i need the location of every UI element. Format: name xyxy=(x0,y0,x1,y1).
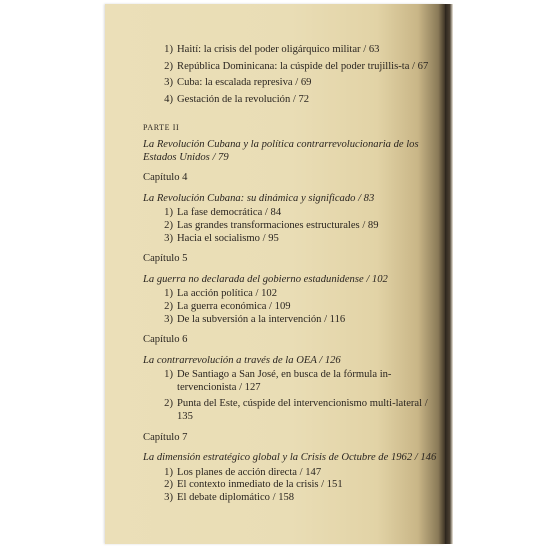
toc-item xyxy=(143,467,443,480)
toc-item xyxy=(143,288,443,301)
item-number: 3) xyxy=(164,492,173,504)
chapter-label: Capítulo 5 xyxy=(143,253,188,265)
chapter-title: La dimensión estratégico global y la Crisis de Octubre de 1962 / 146 xyxy=(143,452,437,464)
item-number: 2) xyxy=(164,300,173,312)
toc-item xyxy=(143,398,443,423)
chapter-label: Capítulo 4 xyxy=(143,172,188,184)
book-gutter xyxy=(445,4,453,544)
toc-item xyxy=(143,220,443,233)
item-text: Hacia el socialismo / 95 xyxy=(177,232,279,244)
toc-item xyxy=(143,233,443,246)
item-text: El debate diplomático / 158 xyxy=(177,492,295,504)
toc-item xyxy=(143,301,443,314)
chapter-label: Capítulo 6 xyxy=(143,334,188,346)
toc-item xyxy=(143,77,443,90)
toc-item xyxy=(143,61,443,74)
item-text: La acción política / 102 xyxy=(177,288,278,300)
item-number: 2) xyxy=(164,479,173,491)
item-text: De Santiago a San José, en busca de la fórmula in-tervencionista / 127 xyxy=(177,369,392,393)
item-text: La fase democrática / 84 xyxy=(177,207,282,219)
item-text: Haití: la crisis del poder oligárquico militar / 63 xyxy=(177,44,380,55)
chapter-title: La guerra no declarada del gobierno estadunidense / 102 xyxy=(143,273,388,285)
book-page xyxy=(105,4,445,544)
item-number: 4) xyxy=(164,93,173,105)
item-text: El contexto inmediato de la crisis / 151 xyxy=(177,479,343,491)
toc-item xyxy=(143,492,443,505)
item-number: 2) xyxy=(164,60,173,72)
item-list-top xyxy=(143,44,443,106)
toc-item xyxy=(143,44,443,57)
item-number: 3) xyxy=(164,232,173,244)
item-text: Gestación de la revolución / 72 xyxy=(177,93,310,105)
part-label: PARTE II xyxy=(143,123,180,133)
item-text: La guerra económica / 109 xyxy=(177,300,291,312)
item-number: 1) xyxy=(164,44,173,55)
toc-item xyxy=(143,314,443,327)
toc-item xyxy=(143,94,443,107)
item-text: Los planes de acción directa / 147 xyxy=(177,466,322,478)
item-number: 2) xyxy=(164,219,173,231)
item-text: Las grandes transformaciones estructurales / 89 xyxy=(177,219,379,231)
item-text: Cuba: la escalada represiva / 69 xyxy=(177,77,312,89)
chapter-title: La Revolución Cubana: su dinámica y significado / 83 xyxy=(143,192,375,204)
item-number: 2) xyxy=(164,398,173,410)
chapter-label: Capítulo 7 xyxy=(143,431,188,443)
toc-item xyxy=(143,207,443,220)
part-title: La Revolución Cubana y la política contrarrevolucionaria de los Estados Unidos / 79 xyxy=(143,138,419,163)
table-of-contents xyxy=(143,44,443,505)
toc-item xyxy=(143,369,443,394)
item-number: 3) xyxy=(164,313,173,325)
item-number: 1) xyxy=(164,288,173,300)
item-number: 3) xyxy=(164,77,173,89)
chapter-title: La contrarrevolución a través de la OEA / 126 xyxy=(143,354,341,366)
item-number: 1) xyxy=(164,207,173,219)
item-number: 1) xyxy=(164,466,173,478)
item-text: República Dominicana: la cúspide del poder trujillis-ta / 67 xyxy=(177,60,429,72)
item-text: Punta del Este, cúspide del intervencionismo multi-lateral / 135 xyxy=(177,398,428,423)
item-text: De la subversión a la intervención / 116 xyxy=(177,313,346,325)
item-number: 1) xyxy=(164,369,173,381)
toc-item xyxy=(143,479,443,492)
